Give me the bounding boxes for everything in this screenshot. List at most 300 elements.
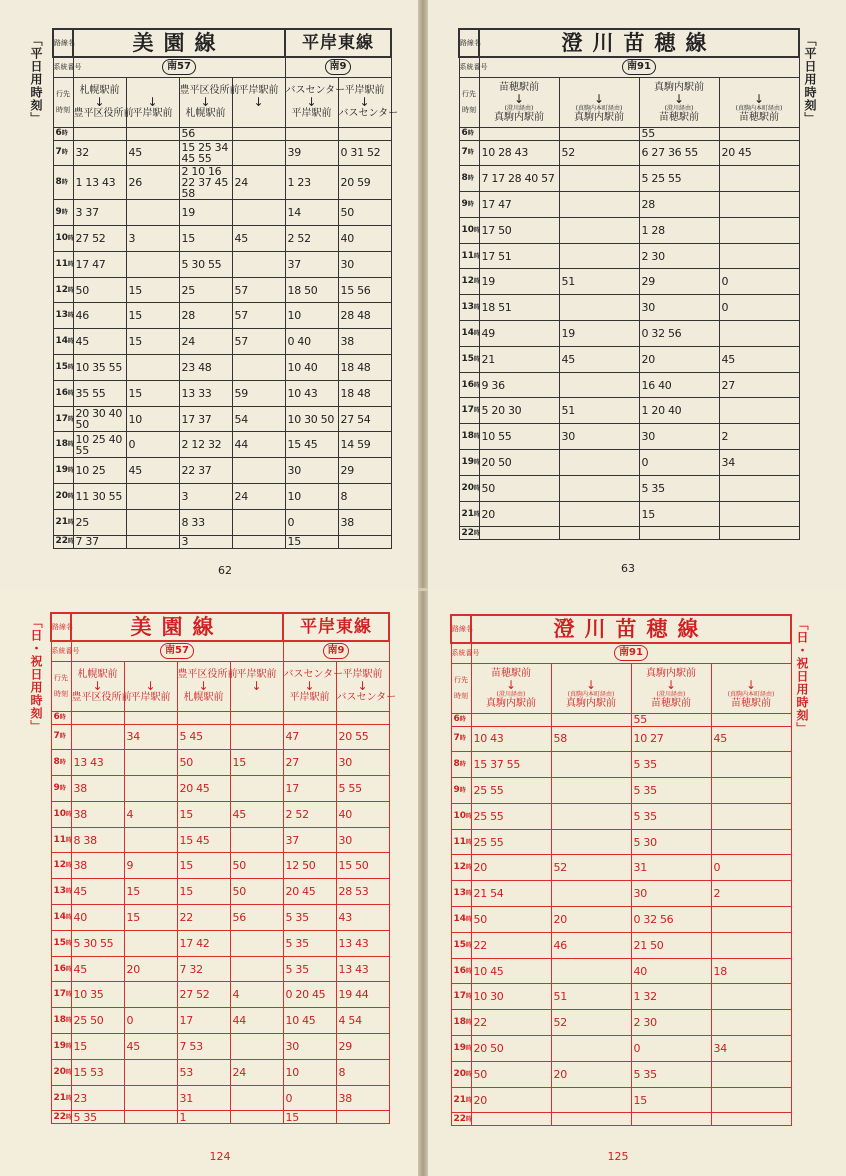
hour-label — [51, 905, 71, 931]
hour-number: 22 — [53, 1111, 67, 1122]
hour-number: 15 — [55, 361, 69, 372]
departure-minutes: 15 37 55 — [471, 752, 551, 778]
departure-minutes: 25 — [179, 277, 232, 303]
departure-minutes — [230, 956, 283, 982]
hour-label — [53, 140, 73, 166]
departure-minutes: 30 — [285, 458, 338, 484]
departure-minutes: 32 — [73, 140, 126, 166]
departure-minutes: 5 25 55 — [639, 166, 719, 192]
departure-minutes: 10 43 — [285, 380, 338, 406]
departure-minutes: 52 — [559, 140, 639, 166]
departure-minutes: 30 — [631, 881, 711, 907]
hour-suffix: 時 — [66, 1042, 73, 1050]
page-number: 62 — [218, 564, 232, 577]
route-via: (澄川経由) — [656, 690, 686, 698]
departure-minutes: 0 32 56 — [639, 321, 719, 347]
down-arrow-icon: ↓ — [251, 679, 262, 693]
departure-minutes: 31 — [631, 855, 711, 881]
departure-minutes: 1 32 — [631, 984, 711, 1010]
direction-header — [711, 663, 791, 713]
departure-minutes: 0 — [719, 295, 799, 321]
departure-minutes: 13 43 — [336, 930, 389, 956]
departure-minutes: 20 30 40 50 — [73, 406, 126, 432]
hour-suffix: 時 — [474, 433, 481, 441]
hour-label — [51, 956, 71, 982]
hour-number: 13 — [55, 310, 69, 321]
departure-minutes: 25 — [73, 509, 126, 535]
departure-minutes: 27 52 — [177, 982, 230, 1008]
page-number: 124 — [209, 1150, 231, 1163]
time-label: 時刻 — [54, 690, 68, 698]
departure-minutes: 20 55 — [336, 724, 389, 750]
departure-minutes: 45 — [719, 346, 799, 372]
departure-minutes — [559, 243, 639, 269]
departure-minutes: 10 35 — [71, 982, 124, 1008]
system-number-label: 系統番号 — [51, 641, 71, 661]
hour-label — [451, 907, 471, 933]
system-badge-cell — [71, 641, 283, 661]
hour-number: 17 — [53, 989, 67, 1000]
departure-minutes — [124, 711, 177, 724]
departure-minutes: 3 37 — [73, 200, 126, 226]
departure-minutes: 15 45 — [285, 432, 338, 458]
departure-minutes: 19 — [479, 269, 559, 295]
hour-suffix: 時 — [68, 518, 75, 526]
direction-from: 平岸駅前 — [236, 669, 277, 680]
hour-suffix: 時 — [466, 1044, 473, 1052]
direction-from: 札幌駅前 — [77, 669, 118, 680]
hour-number: 8 — [53, 757, 60, 768]
hour-suffix: 時 — [59, 733, 66, 741]
departure-minutes — [551, 803, 631, 829]
direction-from — [560, 82, 639, 93]
time-label: 時刻 — [462, 106, 476, 114]
departure-minutes — [559, 527, 639, 540]
route-title: 澄川苗穂線 — [471, 615, 791, 643]
departure-minutes: 57 — [232, 303, 285, 329]
hour-label — [53, 406, 73, 432]
direction-header — [285, 77, 346, 127]
route-title: 美園線 — [73, 29, 285, 57]
departure-minutes: 52 — [551, 855, 631, 881]
departure-minutes: 28 48 — [338, 303, 391, 329]
hour-label — [459, 321, 479, 347]
departure-minutes: 5 35 — [71, 1111, 124, 1124]
hour-label — [459, 372, 479, 398]
departure-minutes: 0 — [631, 1036, 711, 1062]
system-badge-cell — [285, 57, 391, 77]
departure-minutes: 18 51 — [479, 295, 559, 321]
departure-minutes: 27 54 — [338, 406, 391, 432]
departure-minutes: 2 30 — [631, 1010, 711, 1036]
hour-suffix: 時 — [467, 130, 474, 137]
down-arrow-icon: ↓ — [145, 679, 156, 693]
hour-number: 18 — [461, 431, 475, 442]
hour-number: 12 — [53, 860, 67, 871]
hour-number: 9 — [461, 198, 468, 209]
hour-label — [459, 450, 479, 476]
hour-label — [51, 1085, 71, 1111]
departure-minutes — [230, 827, 283, 853]
destination-time-label — [459, 77, 479, 127]
hour-suffix: 時 — [59, 784, 66, 792]
departure-minutes — [559, 127, 639, 140]
departure-minutes: 2 52 — [285, 226, 338, 252]
direction-header — [124, 661, 177, 711]
hour-label — [53, 432, 73, 458]
departure-minutes — [471, 1113, 551, 1126]
route-via: (澄川経由) — [504, 104, 534, 112]
departure-minutes — [711, 907, 791, 933]
departure-minutes: 17 51 — [479, 243, 559, 269]
hour-number: 13 — [453, 888, 467, 899]
departure-minutes: 25 55 — [471, 803, 551, 829]
direction-header — [551, 663, 631, 713]
direction-to: 平岸駅前 — [289, 692, 330, 703]
hour-label — [53, 355, 73, 381]
departure-minutes — [126, 251, 179, 277]
departure-minutes: 20 — [479, 501, 559, 527]
route-title: 澄川苗穂線 — [479, 29, 799, 57]
departure-minutes: 30 — [336, 827, 389, 853]
departure-minutes: 45 — [124, 1034, 177, 1060]
direction-from: 苗穂駅前 — [499, 81, 539, 93]
departure-minutes — [230, 776, 283, 802]
direction-header — [179, 77, 240, 127]
hour-number: 13 — [53, 886, 67, 897]
hour-label — [51, 1008, 71, 1034]
timetable-124 — [50, 612, 397, 1124]
page-62-weekday-misono-hiragishi — [0, 0, 418, 590]
departure-minutes: 10 — [285, 303, 338, 329]
hour-suffix: 時 — [474, 278, 481, 286]
departure-minutes: 35 55 — [73, 380, 126, 406]
departure-minutes: 21 54 — [471, 881, 551, 907]
hour-number: 19 — [461, 456, 475, 467]
departure-minutes: 15 25 34 45 55 — [179, 140, 232, 166]
departure-minutes: 54 — [232, 406, 285, 432]
down-arrow-icon: ↓ — [585, 677, 597, 692]
departure-minutes: 20 50 — [471, 1036, 551, 1062]
hour-suffix: 時 — [66, 1094, 73, 1102]
departure-minutes: 30 — [639, 424, 719, 450]
departure-minutes: 10 55 — [479, 424, 559, 450]
hour-number: 9 — [453, 784, 460, 795]
hour-suffix: 時 — [68, 492, 75, 500]
departure-minutes — [124, 930, 177, 956]
hour-suffix: 時 — [66, 1113, 73, 1121]
side-label: 「日・祝日用時刻」 — [795, 618, 809, 735]
departure-minutes: 3 — [179, 535, 232, 548]
departure-minutes: 17 50 — [479, 217, 559, 243]
hour-number: 10 — [55, 232, 69, 243]
departure-minutes: 0 — [719, 269, 799, 295]
hour-number: 6 — [461, 128, 468, 138]
hour-label — [451, 713, 471, 726]
departure-minutes: 4 54 — [336, 1008, 389, 1034]
hour-suffix: 時 — [466, 812, 473, 820]
hour-label — [51, 827, 71, 853]
direction-to: 札幌駅前 — [183, 692, 224, 703]
hour-number: 8 — [461, 173, 468, 184]
hour-label — [451, 1036, 471, 1062]
departure-minutes: 45 — [230, 801, 283, 827]
hour-label — [451, 803, 471, 829]
direction-header — [719, 77, 799, 127]
hour-label — [451, 778, 471, 804]
hour-label — [451, 958, 471, 984]
departure-minutes — [336, 711, 389, 724]
departure-minutes: 45 — [71, 879, 124, 905]
direction-from: 平岸駅前 — [342, 669, 383, 680]
departure-minutes: 10 30 — [471, 984, 551, 1010]
hour-label — [53, 166, 73, 200]
direction-to: バスセンター — [336, 692, 397, 703]
hour-suffix: 時 — [66, 810, 73, 818]
route-title: 平岸東線 — [283, 613, 389, 641]
departure-minutes: 34 — [711, 1036, 791, 1062]
departure-minutes: 29 — [338, 458, 391, 484]
departure-minutes: 30 — [559, 424, 639, 450]
departure-minutes — [232, 200, 285, 226]
direction-header — [73, 77, 134, 127]
direction-to: 苗穂駅前 — [651, 697, 691, 709]
departure-minutes: 0 — [283, 1085, 336, 1111]
departure-minutes: 5 35 — [631, 803, 711, 829]
departure-minutes: 24 — [232, 484, 285, 510]
hour-suffix: 時 — [466, 915, 473, 923]
direction-header — [639, 77, 719, 127]
departure-minutes: 9 — [124, 853, 177, 879]
departure-minutes — [559, 450, 639, 476]
departure-minutes: 28 — [179, 303, 232, 329]
departure-minutes: 18 48 — [338, 380, 391, 406]
departure-minutes: 15 — [631, 1087, 711, 1113]
departure-minutes: 49 — [479, 321, 559, 347]
down-arrow-icon: ↓ — [673, 91, 685, 106]
down-arrow-icon: ↓ — [359, 95, 370, 109]
departure-minutes: 8 33 — [179, 509, 232, 535]
departure-minutes: 10 40 — [285, 355, 338, 381]
hour-number: 20 — [55, 490, 69, 501]
hour-label — [53, 484, 73, 510]
departure-minutes: 45 — [126, 458, 179, 484]
hour-number: 20 — [453, 1068, 467, 1079]
departure-minutes: 38 — [338, 329, 391, 355]
departure-minutes — [551, 752, 631, 778]
departure-minutes: 5 35 — [283, 905, 336, 931]
departure-minutes — [126, 509, 179, 535]
route-name-label: 路線名 — [53, 29, 73, 57]
departure-minutes: 10 45 — [283, 1008, 336, 1034]
departure-minutes: 39 — [285, 140, 338, 166]
system-badge-cell — [283, 641, 389, 661]
direction-header — [126, 77, 179, 127]
departure-minutes: 20 — [471, 1087, 551, 1113]
hour-label — [53, 509, 73, 535]
departure-minutes: 18 48 — [338, 355, 391, 381]
direction-to: 苗穂駅前 — [731, 697, 771, 709]
hour-label — [51, 1111, 71, 1124]
departure-minutes — [71, 711, 124, 724]
departure-minutes: 25 55 — [471, 778, 551, 804]
system-badge: 南57 — [162, 59, 196, 75]
departure-minutes — [126, 484, 179, 510]
departure-minutes — [719, 398, 799, 424]
direction-to: 平岸駅前 — [291, 108, 332, 119]
direction-header — [479, 77, 559, 127]
departure-minutes: 15 — [126, 329, 179, 355]
hour-number: 18 — [53, 1015, 67, 1026]
hour-label — [459, 140, 479, 166]
hour-suffix: 時 — [466, 1070, 473, 1078]
departure-minutes: 7 53 — [177, 1034, 230, 1060]
departure-minutes: 20 59 — [338, 166, 391, 200]
departure-minutes: 15 — [179, 226, 232, 252]
system-number-label: 系統番号 — [451, 643, 471, 663]
departure-minutes: 5 30 55 — [179, 251, 232, 277]
hour-label — [459, 295, 479, 321]
down-arrow-icon: ↓ — [200, 95, 211, 109]
departure-minutes: 2 52 — [283, 801, 336, 827]
hour-label — [51, 776, 71, 802]
departure-minutes: 17 47 — [479, 192, 559, 218]
hour-number: 12 — [55, 284, 69, 295]
direction-to — [231, 692, 283, 703]
departure-minutes: 18 50 — [285, 277, 338, 303]
departure-minutes — [232, 355, 285, 381]
hour-number: 6 — [55, 128, 62, 138]
departure-minutes — [285, 127, 338, 140]
departure-minutes: 15 — [124, 879, 177, 905]
departure-minutes: 15 — [126, 380, 179, 406]
departure-minutes: 15 — [124, 905, 177, 931]
departure-minutes: 51 — [559, 269, 639, 295]
departure-minutes: 20 45 — [177, 776, 230, 802]
departure-minutes — [719, 475, 799, 501]
hour-number: 11 — [461, 250, 475, 261]
departure-minutes — [232, 127, 285, 140]
departure-minutes: 21 — [479, 346, 559, 372]
departure-minutes: 16 40 — [639, 372, 719, 398]
hour-label — [53, 251, 73, 277]
hour-number: 19 — [453, 1042, 467, 1053]
destination-time-label — [451, 663, 471, 713]
departure-minutes: 10 — [283, 1059, 336, 1085]
hour-suffix: 時 — [474, 252, 481, 260]
hour-number: 13 — [461, 302, 475, 313]
departure-minutes: 30 — [639, 295, 719, 321]
down-arrow-icon: ↓ — [593, 91, 605, 106]
departure-minutes: 34 — [124, 724, 177, 750]
departure-minutes — [230, 724, 283, 750]
departure-minutes — [559, 166, 639, 192]
departure-minutes — [124, 1085, 177, 1111]
hour-number: 14 — [453, 913, 467, 924]
direction-header — [230, 661, 283, 711]
departure-minutes: 14 — [285, 200, 338, 226]
departure-minutes — [551, 1113, 631, 1126]
hour-label — [451, 984, 471, 1010]
departure-minutes: 27 — [283, 750, 336, 776]
page-number: 125 — [607, 1150, 629, 1163]
departure-minutes — [551, 713, 631, 726]
departure-minutes: 6 27 36 55 — [639, 140, 719, 166]
departure-minutes — [124, 982, 177, 1008]
hour-number: 18 — [55, 439, 69, 450]
departure-minutes: 30 — [336, 750, 389, 776]
departure-minutes: 24 — [230, 1059, 283, 1085]
departure-minutes: 50 — [230, 879, 283, 905]
departure-minutes: 7 17 28 40 57 — [479, 166, 559, 192]
departure-minutes: 15 — [177, 801, 230, 827]
departure-minutes — [551, 829, 631, 855]
direction-to: バスセンター — [338, 108, 399, 119]
hour-number: 16 — [461, 379, 475, 390]
hour-number: 21 — [53, 1092, 67, 1103]
departure-minutes: 50 — [73, 277, 126, 303]
departure-minutes — [73, 127, 126, 140]
direction-to: 札幌駅前 — [185, 108, 226, 119]
direction-from: 苗穂駅前 — [491, 667, 531, 679]
direction-from: 豊平区役所前 — [177, 669, 238, 680]
hour-suffix: 時 — [467, 200, 474, 208]
direction-from: バスセンター — [283, 669, 344, 680]
destination-time-label — [53, 77, 73, 127]
direction-to: 真駒内駅前 — [494, 111, 544, 123]
hour-suffix: 時 — [459, 735, 466, 743]
hour-number: 15 — [461, 353, 475, 364]
departure-minutes: 34 — [719, 450, 799, 476]
route-via: (真駒内本町経由) — [735, 104, 783, 112]
departure-minutes: 45 — [232, 226, 285, 252]
departure-minutes — [71, 724, 124, 750]
departure-minutes: 50 — [471, 907, 551, 933]
departure-minutes: 15 53 — [71, 1059, 124, 1085]
departure-minutes: 58 — [551, 726, 631, 752]
departure-minutes: 28 53 — [336, 879, 389, 905]
hour-label — [459, 346, 479, 372]
departure-minutes: 23 — [71, 1085, 124, 1111]
departure-minutes — [719, 243, 799, 269]
departure-minutes: 1 23 — [285, 166, 338, 200]
hour-label — [51, 853, 71, 879]
direction-to: 真駒内駅前 — [566, 697, 616, 709]
departure-minutes: 10 35 55 — [73, 355, 126, 381]
direction-header — [631, 663, 711, 713]
departure-minutes: 4 — [124, 801, 177, 827]
departure-minutes — [177, 711, 230, 724]
departure-minutes: 7 37 — [73, 535, 126, 548]
hour-label — [51, 879, 71, 905]
departure-minutes: 5 35 — [631, 1061, 711, 1087]
hour-suffix: 時 — [466, 941, 473, 949]
departure-minutes: 51 — [559, 398, 639, 424]
direction-to: 苗穂駅前 — [659, 111, 699, 123]
hour-number: 16 — [453, 965, 467, 976]
direction-to: 豊平区役所前 — [73, 108, 134, 119]
departure-minutes: 15 — [126, 277, 179, 303]
departure-minutes: 12 50 — [283, 853, 336, 879]
system-badge: 南91 — [614, 645, 648, 661]
route-via: (澄川経由) — [664, 104, 694, 112]
hour-suffix: 時 — [466, 967, 473, 975]
departure-minutes — [639, 527, 719, 540]
departure-minutes: 2 12 32 — [179, 432, 232, 458]
down-arrow-icon: ↓ — [304, 679, 315, 693]
departure-minutes — [232, 140, 285, 166]
direction-header — [559, 77, 639, 127]
